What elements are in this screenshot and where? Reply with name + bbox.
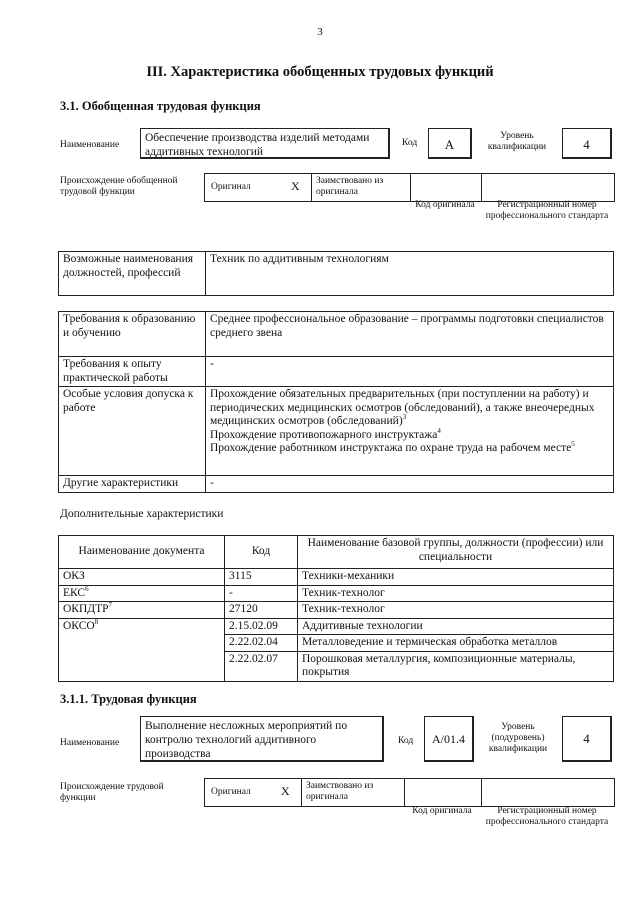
row-name: Порошковая металлургия, композиционные материалы, покрытия	[298, 651, 614, 681]
tf-borrowed-label: Заимствовано из оригинала	[306, 781, 374, 802]
req-admission-line2: Прохождение противопожарного инструктажа	[210, 428, 438, 441]
row-code: -	[225, 585, 298, 602]
page-number: 3	[317, 26, 323, 38]
tf-original-mark: X	[281, 784, 290, 798]
gtf-origin-label: Происхождение обобщенной трудовой функции	[60, 176, 178, 197]
footnote-5: 5	[571, 440, 575, 449]
tf-code-original-caption: Код оригинала	[412, 806, 472, 816]
tf-reg-number-cell	[481, 778, 615, 807]
gtf-code-original-cell	[410, 173, 482, 202]
table-row	[59, 602, 614, 619]
tf-origin-label: Происхождение трудовой функции	[60, 782, 164, 803]
tf-reg-number-caption: Регистрационный номер профессионального стандарта	[485, 806, 609, 827]
row-code: 2.22.02.04	[225, 635, 298, 652]
additional-table	[58, 535, 614, 682]
tf-code-value: A/01.4	[424, 716, 474, 762]
row-doc: ОКПДТР$^7$	[59, 602, 225, 619]
row-name: Техник-технолог	[298, 602, 614, 619]
footnote-6: 6	[85, 584, 89, 593]
requirements-table	[58, 311, 614, 493]
tf-code-label: Код	[398, 736, 414, 746]
row-doc: ОКСО$^8$	[59, 618, 225, 681]
tf-code-original-cell	[404, 778, 482, 807]
additional-title: Дополнительные характеристики	[60, 508, 224, 520]
gtf-borrowed-cell	[311, 173, 411, 202]
req-experience-value: -	[206, 357, 614, 387]
gtf-original-label: Оригинал	[211, 182, 251, 192]
row-doc: ЕКС$^6$	[59, 585, 225, 602]
table-row	[59, 618, 614, 635]
footnote-8: 8	[94, 617, 99, 626]
table-row	[59, 569, 614, 586]
gtf-name-value: Обеспечение производства изделий методами аддитивных технологий	[140, 128, 390, 159]
gtf-level-value: 4	[562, 128, 612, 159]
row-name: Техник-технолог	[298, 585, 614, 602]
gtf-reg-number-caption: Регистрационный номер профессионального стандарта	[485, 200, 609, 221]
tf-level-value: 4	[562, 716, 612, 762]
req-other-label: Другие характеристики	[59, 476, 206, 493]
row-code: 2.15.02.09	[225, 618, 298, 635]
tf-original-cell	[204, 778, 302, 807]
req-admission-line3: Прохождение работником инструктажа по охране труда на рабочем месте	[210, 442, 572, 454]
row-name: Металловедение и термическая обработка металлов	[298, 635, 614, 652]
gtf-code-value: A	[428, 128, 472, 159]
footnote-3: 3	[402, 413, 407, 422]
header-name: Наименование базовой группы, должности (профессии) или специальности	[298, 536, 614, 569]
tf-borrowed-cell	[301, 778, 405, 807]
row-code: 2.22.02.07	[225, 651, 298, 681]
tf-original-label: Оригинал	[211, 787, 251, 797]
tf-name-label: Наименование	[60, 738, 120, 748]
row-doc: ОКЗ	[59, 569, 225, 586]
req-education-label: Требования к образованию и обучению	[59, 312, 206, 357]
row-code: 27120	[225, 602, 298, 619]
gtf-reg-number-cell	[481, 173, 615, 202]
footnote-4: 4	[437, 426, 441, 435]
gtf-subtitle: 3.1. Обобщенная трудовая функция	[60, 99, 261, 113]
req-other-value: -	[206, 476, 614, 493]
positions-table	[58, 251, 614, 296]
gtf-code-original-caption: Код оригинала	[415, 200, 475, 210]
section-title: III. Характеристика обобщенных трудовых функций	[146, 64, 494, 80]
gtf-original-mark: X	[291, 179, 300, 193]
gtf-original-cell	[204, 173, 312, 202]
gtf-borrowed-label: Заимствовано из оригинала	[316, 176, 384, 197]
header-document: Наименование документа	[59, 536, 225, 569]
positions-value: Техник по аддитивным технологиям	[206, 252, 614, 296]
gtf-level-label: Уровень квалификации	[487, 131, 547, 152]
tf-name-value: Выполнение несложных мероприятий по контролю технологий аддитивного производства	[140, 716, 384, 762]
row-name: Аддитивные технологии	[298, 618, 614, 635]
gtf-code-label: Код	[402, 138, 418, 148]
row-code: 3115	[225, 569, 298, 586]
header-code: Код	[225, 536, 298, 569]
req-admission-line1: Прохождение обязательных предварительных (при поступлении на работу) и периодических медицинских осмотров (обследований), а также внеочередных медицинских осмотров (обследований)	[210, 388, 595, 427]
positions-label: Возможные наименования должностей, профессий	[59, 252, 206, 296]
tf-level-label: Уровень (подуровень) квалификации	[488, 722, 548, 754]
req-education-value: Среднее профессиональное образование – программы подготовки специалистов среднего звена	[206, 312, 614, 357]
footnote-7: 7	[108, 601, 113, 610]
gtf-name-label: Наименование	[60, 140, 120, 150]
row-name: Техники-механики	[298, 569, 614, 586]
req-admission-label: Особые условия допуска к работе	[59, 387, 206, 476]
tf-subtitle: 3.1.1. Трудовая функция	[60, 692, 197, 706]
table-row	[59, 585, 614, 602]
req-experience-label: Требования к опыту практической работы	[59, 357, 206, 387]
req-admission-value	[206, 387, 614, 476]
